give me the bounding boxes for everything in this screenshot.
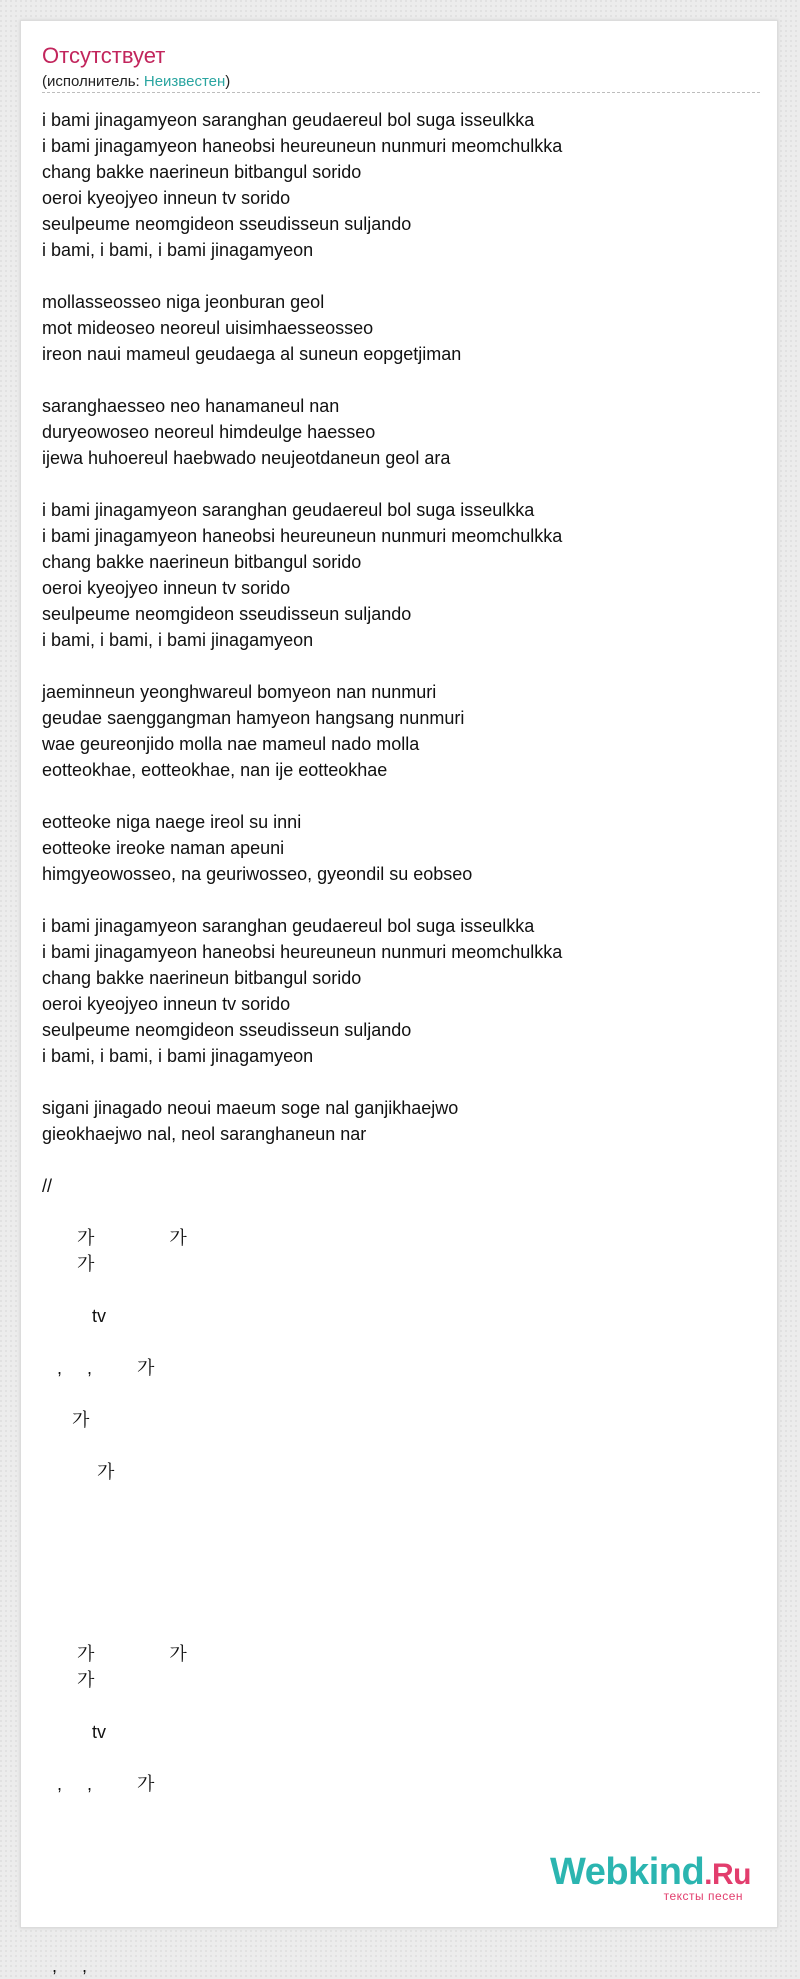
dashed-divider (42, 92, 760, 93)
performer-link[interactable]: Неизвестен (143, 73, 226, 90)
lyric-line (42, 1199, 762, 1225)
lyric-line (42, 1745, 762, 1771)
lyric-line: oeroi kyeojyeo inneun tv sorido (42, 188, 291, 208)
lyric-line (42, 783, 762, 809)
lyric-line: oeroi kyeojyeo inneun tv sorido (42, 994, 291, 1014)
lyric-line: i bami jinagamyeon saranghan geudaereul bol suga isseulkka (42, 110, 535, 130)
lyric-line: chang bakke naerineun bitbangul sorido (42, 968, 362, 988)
lyric-line: oeroi kyeojyeo inneun tv sorido (42, 578, 291, 598)
lyric-line (42, 1277, 762, 1303)
lyric-line: i bami jinagamyeon haneobsi heureuneun nunmuri meomchulkka (42, 136, 563, 156)
lyric-line: mollasseosseo niga jeonburan geol (42, 292, 325, 312)
lyric-line: jaeminneun yeonghwareul bomyeon nan nunmuri (42, 682, 437, 702)
lyric-line (42, 1511, 762, 1537)
logo-wordmark (550, 1853, 751, 1891)
lyrics-card (20, 20, 778, 1976)
lyric-line (42, 1563, 762, 1589)
lyric-line (42, 1329, 762, 1355)
performer-suffix: ) (225, 73, 231, 90)
lyric-line: 가 (42, 1410, 90, 1430)
lyric-line: // (42, 1176, 53, 1196)
performer-line (42, 73, 230, 90)
lyric-line (42, 1927, 762, 1953)
lyric-line: 가 (42, 1462, 115, 1482)
lyric-line (42, 367, 762, 393)
lyric-line: eotteokhae, eotteokhae, nan ije eotteokhae (42, 760, 388, 780)
lyric-line: seulpeume neomgideon sseudisseun suljando (42, 1020, 412, 1040)
lyric-line (42, 887, 762, 913)
lyric-line (42, 1797, 762, 1823)
lyric-line (42, 1615, 762, 1641)
lyric-line: , , (42, 1956, 88, 1976)
lyric-line (42, 1693, 762, 1719)
lyric-line: tv (42, 1306, 107, 1326)
lyric-line (42, 1537, 762, 1563)
lyric-line: i bami jinagamyeon haneobsi heureuneun nunmuri meomchulkka (42, 942, 563, 962)
webkind-logo[interactable] (550, 1853, 751, 1903)
lyric-line (42, 653, 762, 679)
lyric-line (42, 1485, 762, 1511)
logo-name: Webkind (550, 1851, 705, 1893)
lyric-line: gieokhaejwo nal, neol saranghaneun nar (42, 1124, 367, 1144)
performer-prefix: (исполнитель: (42, 73, 144, 90)
lyric-line: saranghaesseo neo hanamaneul nan (42, 396, 340, 416)
logo-tagline: тексты песен (663, 1889, 743, 1903)
lyric-line: mot mideoseo neoreul uisimhaesseosseo (42, 318, 374, 338)
lyric-line: tv (42, 1722, 107, 1742)
lyric-line: wae geureonjido molla nae mameul nado molla (42, 734, 420, 754)
lyric-line: 가 가 (42, 1228, 187, 1248)
lyric-line: i bami jinagamyeon saranghan geudaereul bol suga isseulkka (42, 500, 535, 520)
lyric-line: chang bakke naerineun bitbangul sorido (42, 552, 362, 572)
lyric-line: i bami, i bami, i bami jinagamyeon (42, 1046, 314, 1066)
lyric-line (42, 1433, 762, 1459)
lyric-line (42, 1901, 762, 1927)
lyric-line: ireon naui mameul geudaega al suneun eopgetjiman (42, 344, 462, 364)
lyrics-body (42, 107, 762, 1979)
lyric-line: eotteoke ireoke naman apeuni (42, 838, 285, 858)
lyric-line: i bami, i bami, i bami jinagamyeon (42, 240, 314, 260)
lyric-line (42, 471, 762, 497)
lyric-line: i bami, i bami, i bami jinagamyeon (42, 630, 314, 650)
lyric-line: ijewa huhoereul haebwado neujeotdaneun geol ara (42, 448, 451, 468)
lyric-line: 가 (42, 1670, 95, 1690)
lyric-line: seulpeume neomgideon sseudisseun suljando (42, 604, 412, 624)
lyric-line: i bami jinagamyeon saranghan geudaereul bol suga isseulkka (42, 916, 535, 936)
lyric-line (42, 263, 762, 289)
lyric-line (42, 1147, 762, 1173)
lyric-line: seulpeume neomgideon sseudisseun suljando (42, 214, 412, 234)
lyric-line (42, 1381, 762, 1407)
lyric-line: , , 가 (42, 1774, 155, 1794)
lyric-line: i bami jinagamyeon haneobsi heureuneun nunmuri meomchulkka (42, 526, 563, 546)
lyric-line: 가 (42, 1254, 95, 1274)
lyric-line: sigani jinagado neoui maeum soge nal ganjikhaejwo (42, 1098, 459, 1118)
lyric-line: 가 가 (42, 1644, 187, 1664)
lyric-line: chang bakke naerineun bitbangul sorido (42, 162, 362, 182)
lyric-line (42, 1823, 762, 1849)
lyric-line: , , 가 (42, 1358, 155, 1378)
lyric-line: geudae saenggangman hamyeon hangsang nunmuri (42, 708, 465, 728)
lyric-line: eotteoke niga naege ireol su inni (42, 812, 302, 832)
lyric-line: himgyeowosseo, na geuriwosseo, gyeondil su eobseo (42, 864, 473, 884)
lyric-line (42, 1069, 762, 1095)
lyric-line (42, 1589, 762, 1615)
song-title: Отсутствует (42, 43, 166, 68)
logo-tld: .Ru (704, 1858, 751, 1891)
lyric-line: duryeowoseo neoreul himdeulge haesseo (42, 422, 376, 442)
